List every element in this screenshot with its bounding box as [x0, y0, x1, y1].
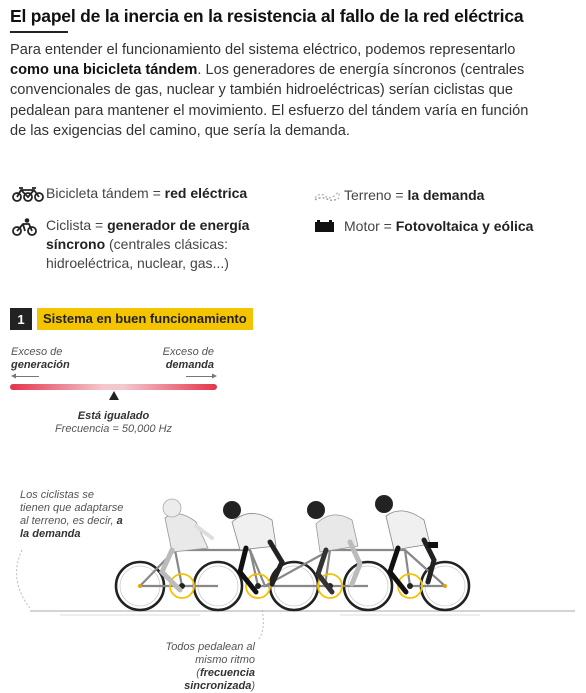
intro-text-2: . Los generadores de energía síncronos (centrales convencionales de gas, nuclear y también hidroeléctricas) serían ciclistas que pedalean para mantener el movimiento. El esfuerzo del tándem varía en función de las exigencias del camino, que sería la demanda.: [10, 62, 529, 139]
right-arrow: [186, 376, 212, 377]
legend-terrain: [314, 186, 484, 207]
legend-cyclist-note: (centrales clásicas: hidroeléctrica, nuclear, gas...): [46, 236, 229, 271]
terrain-icon: [314, 188, 344, 207]
note-pointer-curve: [17, 550, 30, 608]
section-label: Sistema en buen funcionamiento: [37, 308, 253, 330]
legend-cyclist: [12, 216, 256, 273]
legend-terrain-value: la demanda: [407, 187, 485, 203]
cyclist-4: [375, 495, 438, 592]
intro-paragraph: [10, 40, 540, 141]
intro-text-1: Para entender el funcionamiento del sistema eléctrico, podemos representarlo: [10, 42, 516, 58]
note-bottom: [140, 641, 255, 693]
battery-motor-icon: [314, 219, 344, 238]
status-text: Está igualado: [77, 410, 150, 422]
legend-cyclist-value: generador de energía síncrono: [46, 217, 250, 252]
legend-cyclist-label: Ciclista =: [46, 217, 108, 233]
note-bottom-line3-close: ): [251, 680, 255, 692]
cyclist-2: [223, 501, 282, 592]
gauge-right-line1: Exceso de: [162, 346, 214, 358]
tandem-bike-icon: [12, 186, 44, 207]
note-pointer-bottom: [258, 610, 263, 640]
legend-motor-label: Motor =: [344, 218, 396, 234]
legend-motor-value: Fotovoltaica y eólica: [395, 218, 534, 234]
gauge-right-label: [150, 346, 214, 372]
note-top-line1: Los ciclistas se: [20, 489, 94, 501]
note-top: [20, 489, 135, 541]
note-bottom-line1: Todos pedalean al: [165, 641, 255, 653]
right-arrowhead: [211, 373, 217, 379]
note-top-line2: tienen que adaptarse: [20, 502, 124, 514]
section-number: 1: [10, 308, 32, 330]
cyclist-icon: [12, 218, 44, 241]
note-bottom-line2: mismo ritmo (: [195, 654, 255, 679]
frequency-text: Frecuencia = 50,000 Hz: [54, 423, 173, 435]
gauge-left-line1: Exceso de: [11, 346, 63, 358]
gauge-right-line2: demanda: [165, 359, 214, 371]
section-header: [10, 308, 253, 330]
legend-terrain-label: Terreno =: [344, 187, 408, 203]
gauge-left-label: [11, 346, 70, 372]
balance-marker: [109, 391, 119, 400]
legend-tandem-value: red eléctrica: [164, 185, 248, 201]
left-arrowhead: [11, 373, 17, 379]
gauge-status: [10, 410, 217, 436]
note-bottom-line2-bold: frecuencia: [199, 667, 255, 679]
gauge-left-line2: generación: [11, 359, 70, 371]
page-title: El papel de la inercia en la resistencia al fallo de la red eléctrica: [10, 6, 524, 26]
note-top-line4: la demanda: [20, 528, 81, 540]
intro-bold: como una bicicleta tándem: [10, 62, 198, 79]
legend-tandem-label: Bicicleta tándem =: [46, 185, 165, 201]
note-top-line3-bold: a: [116, 515, 123, 527]
legend-motor: [314, 217, 533, 238]
cyclist-3: [307, 501, 360, 592]
title-underline: [10, 31, 68, 33]
cyclist-1: [162, 499, 212, 590]
legend-tandem: [12, 184, 247, 207]
note-top-line3: al terreno, es decir,: [20, 515, 117, 527]
balance-gauge: [10, 384, 217, 390]
note-bottom-line3-bold: sincronizada: [184, 680, 252, 692]
